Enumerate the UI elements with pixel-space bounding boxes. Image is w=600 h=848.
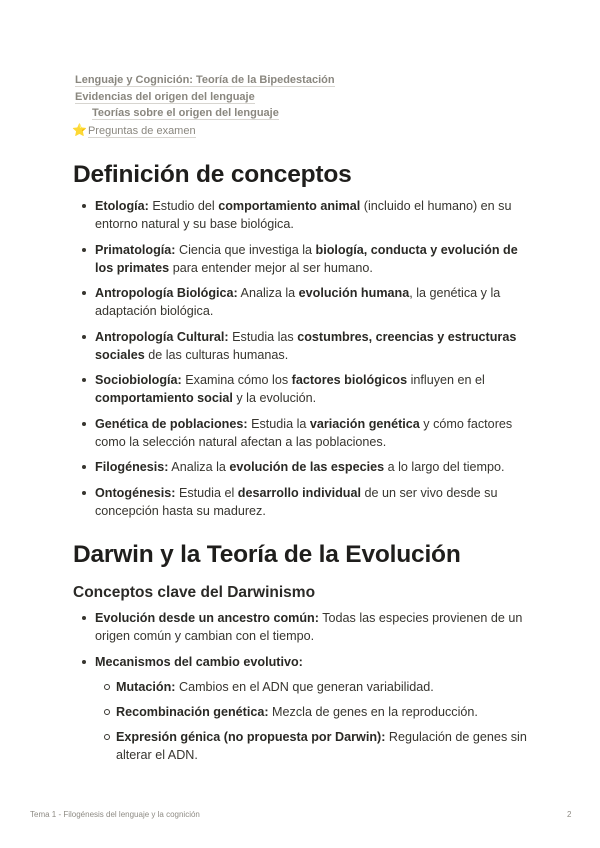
section-title-definiciones: Definición de conceptos	[73, 161, 352, 188]
list-item	[95, 415, 525, 451]
item-text: Regulación de genes sin alterar el ADN.	[116, 730, 527, 762]
item-bold-text: biología, conducta y evolución de los primates	[95, 242, 518, 275]
footer-title: Tema 1 - Filogénesis del lenguaje y la cognición	[30, 810, 200, 819]
item-text: Cambios en el ADN que generan variabilidad.	[175, 680, 434, 694]
item-bold-text: Filogénesis:	[95, 460, 169, 474]
item-text: Estudia las	[228, 329, 298, 344]
item-text: Analiza la	[168, 460, 230, 474]
breadcrumb-nav	[72, 72, 335, 139]
definitions-list	[95, 197, 525, 527]
nav-link-bipedestacion[interactable]: Lenguaje y Cognición: Teoría de la Bipedestación	[75, 74, 335, 86]
item-text: Examina cómo los	[181, 373, 292, 387]
list-item	[95, 371, 525, 407]
item-bold-text: variación genética	[309, 416, 420, 431]
item-bold-text: Evolución desde un ancestro común:	[95, 611, 319, 625]
list-item	[95, 609, 525, 645]
item-bold-text: Recombinación genética:	[116, 705, 269, 719]
item-text: Ciencia que investiga la	[175, 242, 316, 257]
item-bold-text: factores biológicos	[291, 373, 408, 387]
item-bold-text: Mutación:	[116, 680, 176, 694]
item-bold-text: Expresión génica (no propuesta por Darwin):	[116, 730, 386, 744]
item-text: Estudio del	[148, 199, 219, 213]
item-bold-text: evolución humana	[298, 286, 410, 300]
item-text: (incluido el humano) en su entorno natural y su base biológica.	[95, 199, 512, 231]
subsection-title-darwinismo: Conceptos clave del Darwinismo	[73, 584, 316, 601]
item-bold-text: Antropología Cultural:	[95, 329, 229, 344]
star-icon: ⭐	[72, 122, 87, 137]
nav-link-evidencias[interactable]: Evidencias del origen del lenguaje	[75, 90, 255, 103]
item-text: , la genética y la adaptación biológica.	[95, 286, 501, 318]
item-text: y cómo factores como la selección natural afectan a las poblaciones.	[95, 416, 513, 449]
item-text: Analiza la	[237, 286, 299, 300]
list-item	[116, 703, 531, 721]
list-item	[116, 728, 531, 764]
item-bold-text: Sociobiología:	[95, 373, 182, 387]
item-bold-text: Mecanismos del cambio evolutivo:	[95, 654, 303, 669]
item-bold-text: Antropología Biológica:	[95, 286, 238, 300]
nav-link-teorias[interactable]: Teorías sobre el origen del lenguaje	[92, 107, 279, 120]
list-item	[95, 284, 525, 320]
list-item	[95, 241, 525, 277]
page-number: 2	[567, 810, 572, 819]
list-item	[95, 197, 525, 233]
item-text: Todas las especies provienen de un origen común y cambian con el tiempo.	[95, 611, 523, 643]
item-bold-text: Ontogénesis:	[95, 485, 176, 500]
item-bold-text: comportamiento animal	[218, 199, 361, 213]
item-text: a lo largo del tiempo.	[384, 460, 505, 474]
nav-link-preguntas[interactable]: ⭐Preguntas de examen	[72, 122, 196, 137]
list-item	[95, 484, 525, 520]
item-text: y la evolución.	[232, 391, 317, 405]
list-item	[95, 458, 525, 476]
list-item	[95, 653, 525, 671]
item-text: Mezcla de genes en la reproducción.	[268, 705, 478, 719]
list-item	[116, 678, 531, 696]
item-text: para entender mejor al ser humano.	[169, 260, 373, 275]
item-text: de un ser vivo desde su concepción hasta su madurez.	[95, 485, 498, 518]
item-bold-text: Primatología:	[95, 242, 176, 257]
item-text: de las culturas humanas.	[144, 347, 289, 362]
item-bold-text: evolución de las especies	[229, 460, 385, 474]
item-bold-text: desarrollo individual	[237, 485, 361, 500]
mechanisms-sublist	[116, 678, 531, 771]
item-bold-text: Etología:	[95, 199, 149, 213]
item-text: influyen en el	[407, 373, 485, 387]
item-text: Estudia el	[175, 485, 238, 500]
list-item	[95, 328, 525, 364]
item-text: Estudia la	[247, 416, 310, 431]
item-bold-text: costumbres, creencias y estructuras sociales	[95, 329, 517, 362]
section-title-darwin: Darwin y la Teoría de la Evolución	[73, 541, 461, 568]
item-bold-text: Genética de poblaciones:	[95, 416, 248, 431]
item-bold-text: comportamiento social	[95, 391, 233, 405]
darwinism-list	[95, 609, 525, 678]
